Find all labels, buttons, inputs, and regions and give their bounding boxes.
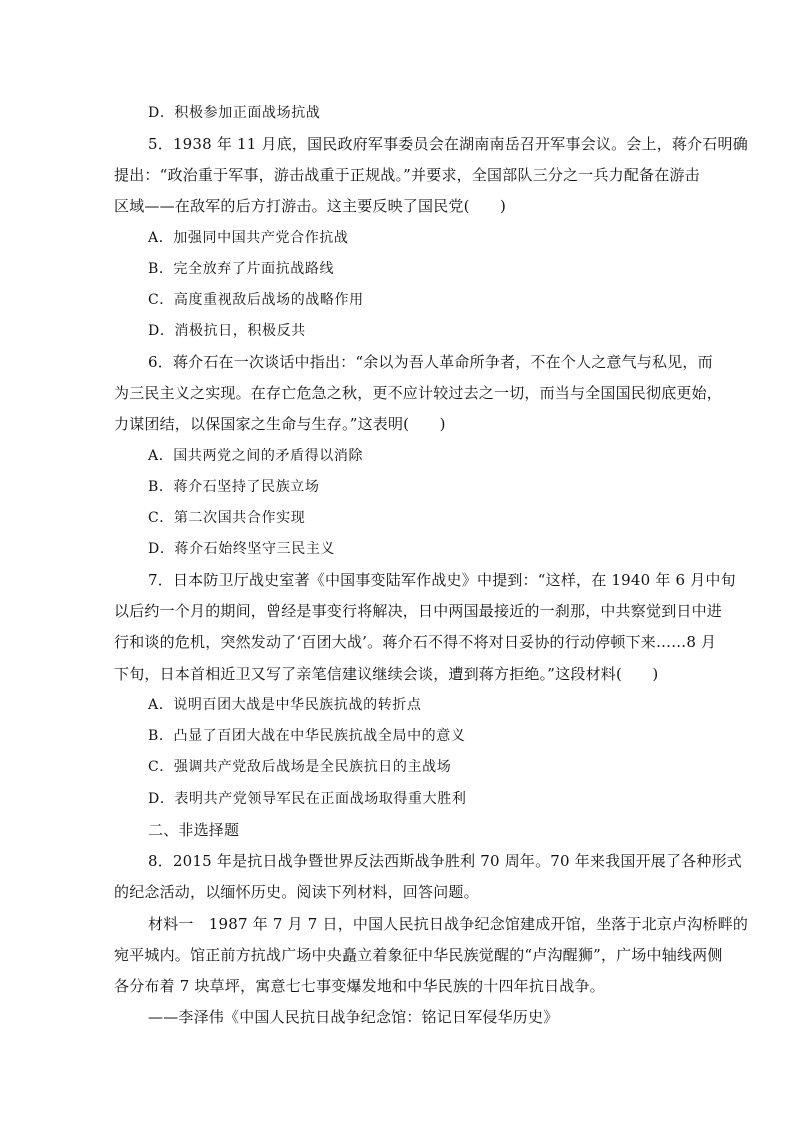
q6-option-d: D．蒋介石始终坚守三民主义 xyxy=(148,541,336,557)
q4-option-d: D．积极参加正面战场抗战 xyxy=(148,105,321,121)
q5-option-a: A．加强同中国共产党合作抗战 xyxy=(148,230,349,246)
q6-option-a: A．国共两党之间的矛盾得以消除 xyxy=(148,448,364,464)
q7-stem-line-2: 以后约一个月的期间，曾经是事变行将解决，日中两国最接近的一刹那，中共察觉到日中进 xyxy=(114,602,723,620)
material-1-line-2: 宛平城内。馆正前方抗战广场中央矗立着象征中华民族觉醒的“卢沟醒狮”，广场中轴线两侧 xyxy=(114,946,723,964)
q7-option-b: B．凸显了百团大战在中华民族抗战全局中的意义 xyxy=(148,728,466,744)
q5-option-b: B．完全放弃了片面抗战路线 xyxy=(148,261,335,277)
q6-stem-line-1: 6．蒋介石在一次谈话中指出：“余以为吾人革命所争者，不在个人之意气与私见，而 xyxy=(148,353,713,371)
q6-stem-line-3: 力谋团结，以保国家之生命与生存。”这表明( ) xyxy=(114,415,446,433)
material-1-line-3: 各分布着 7 块草坪，寓意七七事变爆发地和中华民族的十四年抗日战争。 xyxy=(114,977,605,995)
q6-option-c: C．第二次国共合作实现 xyxy=(148,510,306,526)
material-1-line-1: 材料一 1987 年 7 月 7 日，中国人民抗日战争纪念馆建成开馆，坐落于北京卢沟桥畔的 xyxy=(148,915,749,933)
material-1-source: ——李泽伟《中国人民抗日战争纪念馆：铭记日军侵华历史》 xyxy=(148,1008,559,1026)
q5-stem-line-2: 提出：“政治重于军事，游击战重于正规战。”并要求，全国部队三分之一兵力配备在游击 xyxy=(114,166,700,184)
q7-stem-line-3: 行和谈的危机，突然发动了‘百团大战’。蒋介石不得不将对日妥协的行动停顿下来……8 月 xyxy=(114,633,717,651)
q5-stem-line-3: 区域——在敌军的后方打游击。这主要反映了国民党( ) xyxy=(114,197,507,215)
q7-stem-line-4: 下旬，日本首相近卫又写了亲笔信建议继续会谈，遭到蒋方拒绝。”这段材料( ) xyxy=(114,665,659,683)
q5-stem-line-1: 5．1938 年 11 月底，国民政府军事委员会在湖南南岳召开军事会议。会上，蒋介石明确 xyxy=(148,135,748,153)
q8-stem-line-2: 的纪念活动，以缅怀历史。阅读下列材料，回答问题。 xyxy=(114,883,479,901)
q7-option-d: D．表明共产党领导军民在正面战场取得重大胜利 xyxy=(148,791,467,807)
q7-stem-line-1: 7．日本防卫厅战史室著《中国事变陆军作战史》中提到：“这样，在 1940 年 6 月中旬 xyxy=(148,571,736,589)
q7-option-a: A．说明百团大战是中华民族抗战的转折点 xyxy=(148,697,422,713)
q5-option-d: D．消极抗日，积极反共 xyxy=(148,323,306,339)
q5-option-c: C．高度重视敌后战场的战略作用 xyxy=(148,292,364,308)
q6-option-b: B．蒋介石坚持了民族立场 xyxy=(148,479,320,495)
q8-stem-line-1: 8．2015 年是抗日战争暨世界反法西斯战争胜利 70 周年。70 年来我国开展了各种形式 xyxy=(148,852,742,870)
section-heading-non-choice: 二、非选择题 xyxy=(148,821,240,839)
q6-stem-line-2: 为三民主义之实现。在存亡危急之秋，更不应计较过去之一切，而当与全国国民彻底更始， xyxy=(114,384,723,402)
q7-option-c: C．强调共产党敌后战场是全民族抗日的主战场 xyxy=(148,759,452,775)
